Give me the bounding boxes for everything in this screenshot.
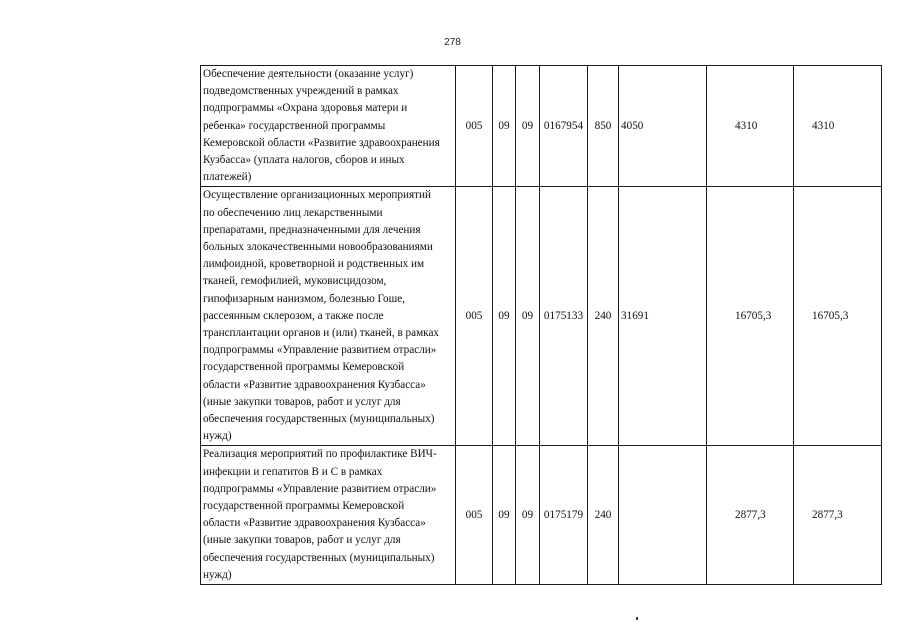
amount-year-3: 2877,3 bbox=[794, 446, 882, 585]
section-code: 09 bbox=[493, 66, 516, 187]
subsection-code: 09 bbox=[516, 446, 540, 585]
expense-type-code: 240 bbox=[588, 187, 619, 446]
row-description: Реализация мероприятий по профилактике ВИЧ- инфекции и гепатитов В и С в рамках подпрограммы «Управление развитием отрасли» государственной программы Кемеровской области «Развитие здравоохранения Кузбасса» (иные закупки товаров, работ и услуг для обеспечения государственных (муниципальных) нужд) bbox=[201, 446, 456, 585]
scan-artifact-mark bbox=[636, 617, 638, 620]
section-code: 09 bbox=[493, 187, 516, 446]
section-code: 09 bbox=[493, 446, 516, 585]
budget-table bbox=[200, 65, 882, 585]
amount-year-1: 31691 bbox=[619, 187, 707, 446]
row-description: Обеспечение деятельности (оказание услуг) подведомственных учреждений в рамках подпрограммы «Охрана здоровья матери и ребенка» государственной программы Кемеровской области «Развитие здравоохранения Кузбасса» (уплата налогов, сборов и иных платежей) bbox=[201, 66, 456, 187]
ministry-code: 005 bbox=[456, 187, 493, 446]
table-row bbox=[201, 446, 882, 585]
expense-type-code: 850 bbox=[588, 66, 619, 187]
target-article-code: 0175133 bbox=[540, 187, 588, 446]
amount-year-1: 4050 bbox=[619, 66, 707, 187]
ministry-code: 005 bbox=[456, 446, 493, 585]
subsection-code: 09 bbox=[516, 66, 540, 187]
expense-type-code: 240 bbox=[588, 446, 619, 585]
target-article-code: 0175179 bbox=[540, 446, 588, 585]
amount-year-1 bbox=[619, 446, 707, 585]
target-article-code: 0167954 bbox=[540, 66, 588, 187]
table-row bbox=[201, 187, 882, 446]
subsection-code: 09 bbox=[516, 187, 540, 446]
page-number: 278 bbox=[444, 37, 461, 48]
amount-year-2: 16705,3 bbox=[707, 187, 794, 446]
amount-year-3: 4310 bbox=[794, 66, 882, 187]
row-description: Осуществление организационных мероприятий по обеспечению лиц лекарственными препаратами, предназначенными для лечения больных злокачественными новообразованиями лимфоидной, кроветворной и родственных им тканей, гемофилией, муковисцидозом, гипофизарным нанизмом, болезнью Гоше, рассеянным склерозом, а также после трансплантации органов и (или) тканей, в рамках подпрограммы «Управление развитием отрасли» государственной программы Кемеровской области «Развитие здравоохранения Кузбасса» (иные закупки товаров, работ и услуг для обеспечения государственных (муниципальных) нужд) bbox=[201, 187, 456, 446]
ministry-code: 005 bbox=[456, 66, 493, 187]
amount-year-2: 2877,3 bbox=[707, 446, 794, 585]
table-row bbox=[201, 66, 882, 187]
amount-year-2: 4310 bbox=[707, 66, 794, 187]
amount-year-3: 16705,3 bbox=[794, 187, 882, 446]
